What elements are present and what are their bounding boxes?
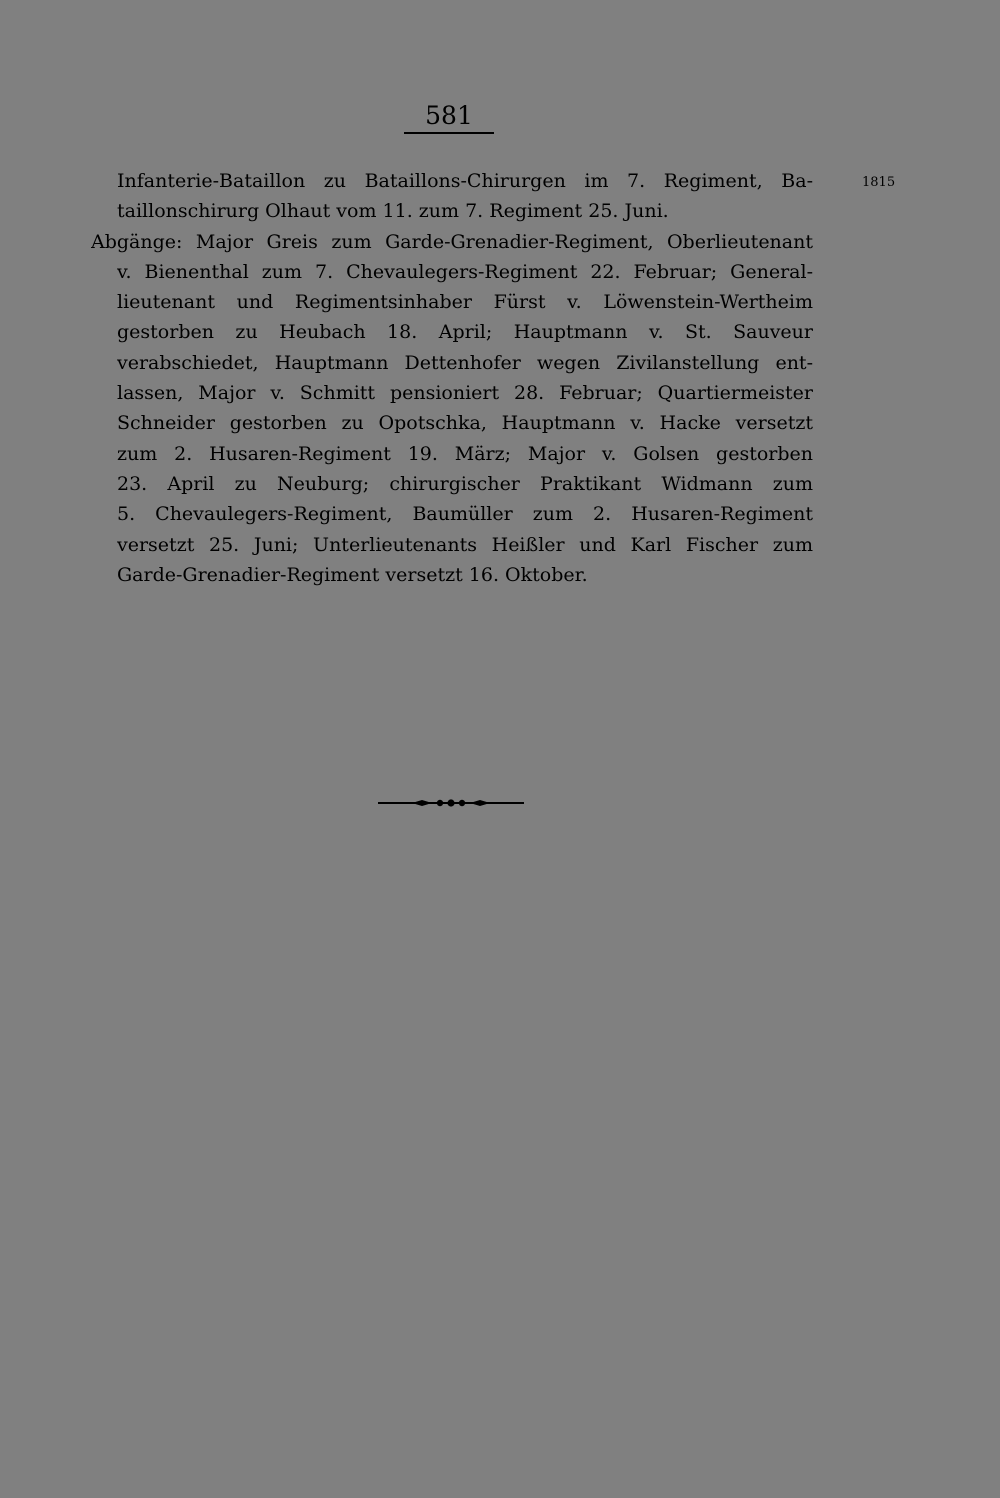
text-line-9: Schneider gestorben zu Opotschka, Hauptmann v. Hacke versetzt	[117, 412, 813, 435]
text-line-1: Infanterie-Bataillon zu Bataillons-Chirurgen im 7. Regiment, Ba-	[117, 170, 813, 192]
text-line-5: lieutenant und Regimentsinhaber Fürst v. Löwenstein-Wertheim	[117, 291, 813, 314]
page-number-rule	[404, 132, 494, 134]
text-line-13: versetzt 25. Juni; Unterlieutenants Heißler und Karl Fischer zum	[117, 533, 813, 556]
text-line-12: 5. Chevaulegers-Regiment, Baumüller zum 2. Husaren-Regiment	[117, 503, 813, 526]
text-line-11: 23. April zu Neuburg; chirurgischer Praktikant Widmann zum	[117, 472, 813, 495]
text-line-14: Garde-Grenadier-Regiment versetzt 16. Oktober.	[117, 563, 588, 586]
text-block	[91, 166, 813, 590]
text-line-3: Abgänge: Major Greis zum Garde-Grenadier-Regiment, Oberlieutenant	[91, 230, 813, 253]
end-ornament	[378, 796, 524, 810]
text-line-6: gestorben zu Heubach 18. April; Hauptmann v. St. Sauveur	[117, 321, 813, 344]
text-line-2: taillonschirurg Olhaut vom 11. zum 7. Regiment 25. Juni.	[117, 200, 669, 223]
text-line-4: v. Bienenthal zum 7. Chevaulegers-Regiment 22. Februar; General-	[117, 260, 813, 283]
page-number: 581	[425, 101, 473, 130]
text-line-7: verabschiedet, Hauptmann Dettenhofer wegen Zivilanstellung ent-	[117, 351, 813, 374]
text-line-8: lassen, Major v. Schmitt pensioniert 28. Februar; Quartiermeister	[117, 382, 813, 405]
margin-year: 1815	[862, 175, 896, 190]
text-line-10: zum 2. Husaren-Regiment 19. März; Major v. Golsen gestorben	[117, 442, 813, 465]
